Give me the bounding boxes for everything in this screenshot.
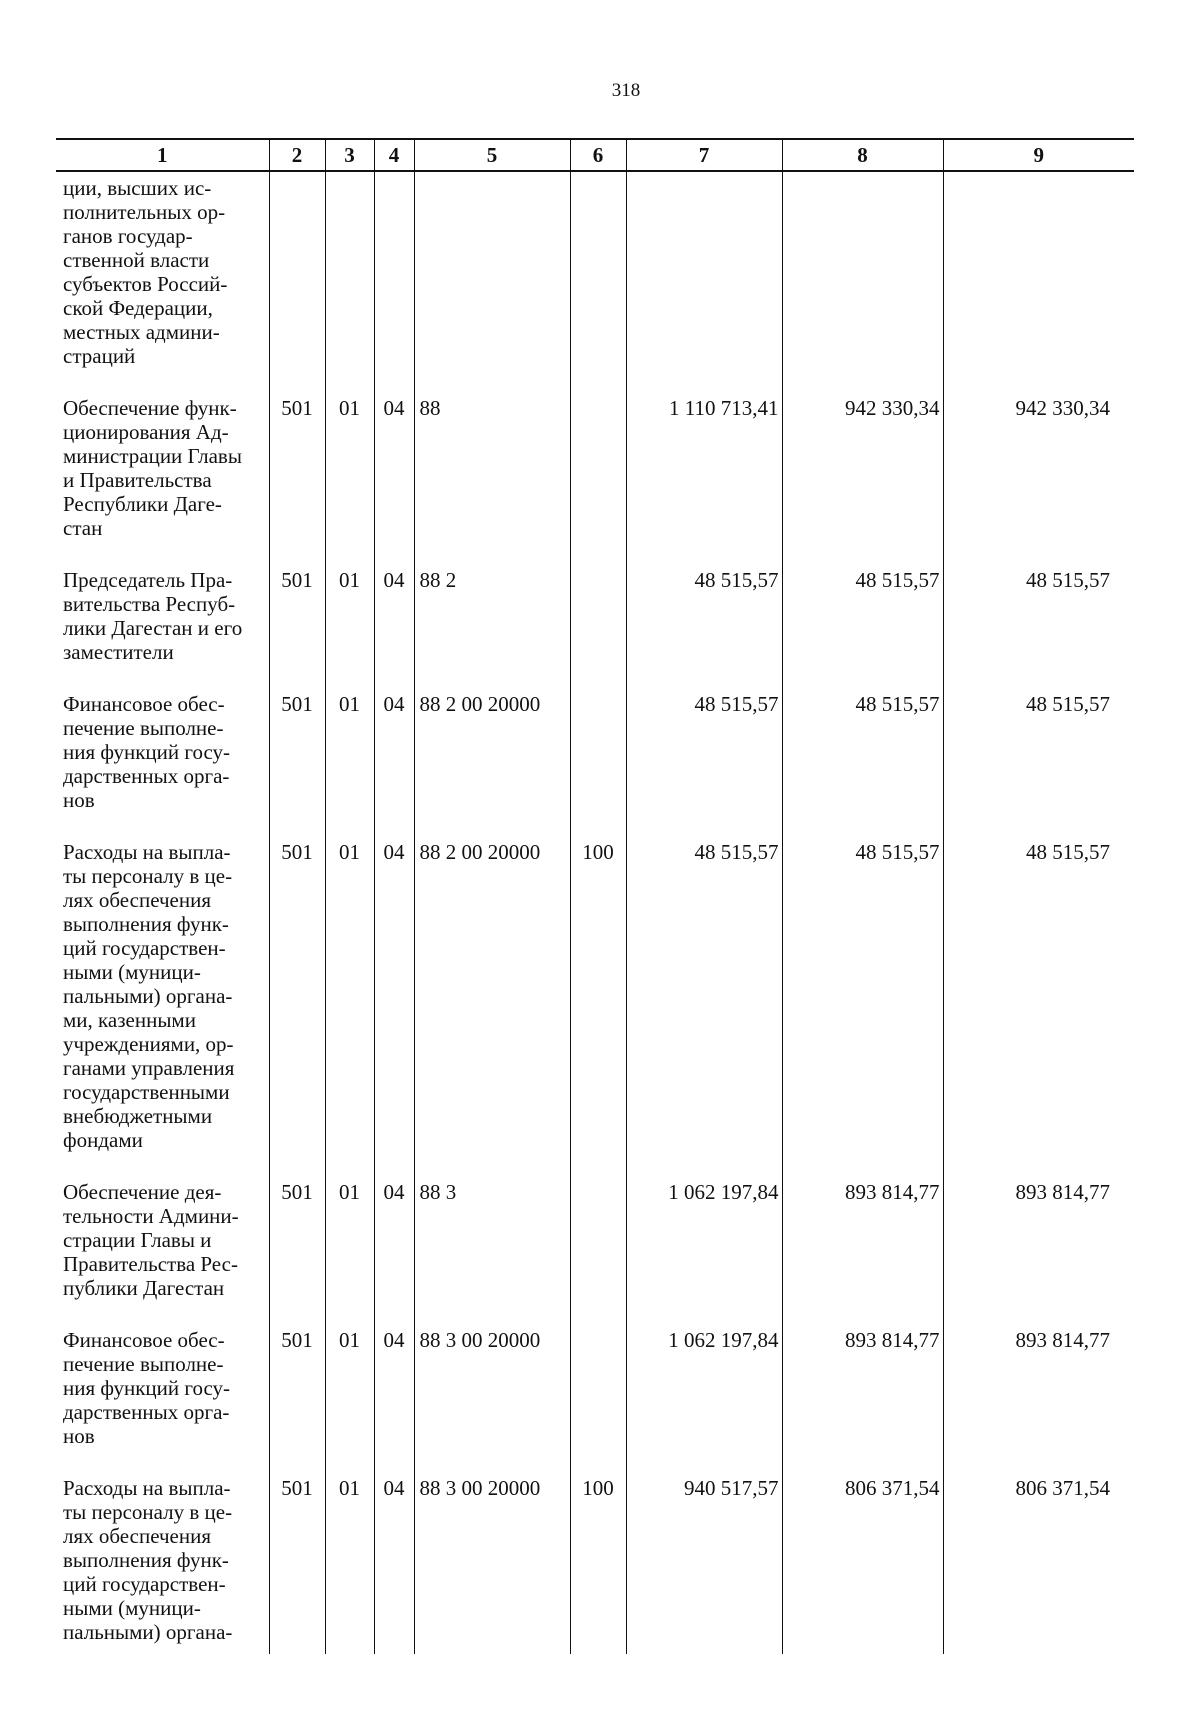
cell-col-2: 501 bbox=[269, 568, 325, 692]
column-header: 4 bbox=[374, 139, 414, 171]
cell-amount-9: 893 814,77 bbox=[943, 1328, 1134, 1476]
table-row bbox=[56, 1180, 1134, 1328]
cell-col-4: 04 bbox=[374, 840, 414, 1180]
cell-col-6 bbox=[570, 1328, 626, 1476]
cell-amount-8: 48 515,57 bbox=[782, 840, 943, 1180]
cell-name: Расходы на выпла- ты персоналу в це- лях обеспечения выполнения функ- ций государствен- ными (муници- пальными) органа- ми, казенными учреждениями, ор- ганами управления государственными внебюджетными фондами bbox=[56, 840, 269, 1180]
table-row bbox=[56, 171, 1134, 396]
cell-col-3: 01 bbox=[325, 568, 374, 692]
cell-col-5: 88 2 00 20000 bbox=[414, 840, 570, 1180]
cell-col-3: 01 bbox=[325, 692, 374, 840]
cell-amount-9: 893 814,77 bbox=[943, 1180, 1134, 1328]
cell-amount-8: 806 371,54 bbox=[782, 1476, 943, 1654]
page-number: 318 bbox=[611, 80, 641, 101]
cell-col-4 bbox=[374, 171, 414, 396]
column-header: 7 bbox=[626, 139, 782, 171]
cell-amount-7: 48 515,57 bbox=[626, 568, 782, 692]
table-row bbox=[56, 1328, 1134, 1476]
table-header-row bbox=[56, 139, 1134, 171]
cell-col-5 bbox=[414, 171, 570, 396]
cell-amount-8: 48 515,57 bbox=[782, 692, 943, 840]
cell-col-2: 501 bbox=[269, 692, 325, 840]
cell-amount-8 bbox=[782, 171, 943, 396]
cell-name: ции, высших ис- полнительных ор- ганов государ- ственной власти субъектов Россий- ской Федерации, местных админи- страций bbox=[56, 171, 269, 396]
cell-col-6 bbox=[570, 692, 626, 840]
cell-amount-7: 48 515,57 bbox=[626, 840, 782, 1180]
cell-amount-7: 940 517,57 bbox=[626, 1476, 782, 1654]
cell-col-5: 88 bbox=[414, 396, 570, 568]
cell-col-5: 88 3 bbox=[414, 1180, 570, 1328]
cell-name: Обеспечение дея- тельности Админи- страции Главы и Правительства Рес- публики Дагестан bbox=[56, 1180, 269, 1328]
budget-table bbox=[56, 138, 1134, 1654]
table-row bbox=[56, 840, 1134, 1180]
table-row bbox=[56, 396, 1134, 568]
cell-col-3: 01 bbox=[325, 396, 374, 568]
cell-col-2: 501 bbox=[269, 1328, 325, 1476]
cell-col-6: 100 bbox=[570, 1476, 626, 1654]
cell-col-2: 501 bbox=[269, 1476, 325, 1654]
cell-col-4: 04 bbox=[374, 1180, 414, 1328]
cell-col-4: 04 bbox=[374, 1328, 414, 1476]
column-header: 9 bbox=[943, 139, 1134, 171]
cell-col-3: 01 bbox=[325, 1180, 374, 1328]
cell-amount-9: 942 330,34 bbox=[943, 396, 1134, 568]
cell-amount-7 bbox=[626, 171, 782, 396]
column-header: 3 bbox=[325, 139, 374, 171]
table-row bbox=[56, 1476, 1134, 1654]
column-header: 5 bbox=[414, 139, 570, 171]
cell-col-2: 501 bbox=[269, 1180, 325, 1328]
cell-col-5: 88 2 00 20000 bbox=[414, 692, 570, 840]
cell-col-2: 501 bbox=[269, 396, 325, 568]
cell-amount-7: 1 062 197,84 bbox=[626, 1328, 782, 1476]
column-header: 8 bbox=[782, 139, 943, 171]
table-row bbox=[56, 568, 1134, 692]
cell-col-2 bbox=[269, 171, 325, 396]
cell-amount-7: 1 062 197,84 bbox=[626, 1180, 782, 1328]
cell-col-6 bbox=[570, 171, 626, 396]
column-header: 1 bbox=[56, 139, 269, 171]
cell-col-3: 01 bbox=[325, 1328, 374, 1476]
column-header: 6 bbox=[570, 139, 626, 171]
cell-col-3 bbox=[325, 171, 374, 396]
cell-amount-8: 893 814,77 bbox=[782, 1328, 943, 1476]
column-header: 2 bbox=[269, 139, 325, 171]
cell-col-4: 04 bbox=[374, 396, 414, 568]
cell-name: Финансовое обес- печение выполне- ния функций госу- дарственных орга- нов bbox=[56, 1328, 269, 1476]
cell-amount-9: 48 515,57 bbox=[943, 568, 1134, 692]
cell-col-5: 88 3 00 20000 bbox=[414, 1476, 570, 1654]
table-row bbox=[56, 692, 1134, 840]
cell-col-6 bbox=[570, 1180, 626, 1328]
cell-amount-7: 1 110 713,41 bbox=[626, 396, 782, 568]
cell-amount-8: 942 330,34 bbox=[782, 396, 943, 568]
cell-col-3: 01 bbox=[325, 840, 374, 1180]
cell-amount-7: 48 515,57 bbox=[626, 692, 782, 840]
cell-amount-8: 893 814,77 bbox=[782, 1180, 943, 1328]
cell-col-3: 01 bbox=[325, 1476, 374, 1654]
cell-amount-9: 806 371,54 bbox=[943, 1476, 1134, 1654]
cell-amount-9: 48 515,57 bbox=[943, 840, 1134, 1180]
cell-col-4: 04 bbox=[374, 1476, 414, 1654]
cell-name: Председатель Пра- вительства Респуб- лики Дагестан и его заместители bbox=[56, 568, 269, 692]
cell-col-5: 88 2 bbox=[414, 568, 570, 692]
cell-col-2: 501 bbox=[269, 840, 325, 1180]
cell-col-6: 100 bbox=[570, 840, 626, 1180]
cell-col-4: 04 bbox=[374, 692, 414, 840]
cell-col-5: 88 3 00 20000 bbox=[414, 1328, 570, 1476]
cell-name: Финансовое обес- печение выполне- ния функций госу- дарственных орга- нов bbox=[56, 692, 269, 840]
cell-amount-9: 48 515,57 bbox=[943, 692, 1134, 840]
cell-col-6 bbox=[570, 568, 626, 692]
table-body bbox=[56, 171, 1134, 1654]
cell-name: Расходы на выпла- ты персоналу в це- лях обеспечения выполнения функ- ций государствен- ными (муници- пальными) органа- bbox=[56, 1476, 269, 1654]
cell-col-4: 04 bbox=[374, 568, 414, 692]
cell-col-6 bbox=[570, 396, 626, 568]
cell-amount-9 bbox=[943, 171, 1134, 396]
cell-amount-8: 48 515,57 bbox=[782, 568, 943, 692]
cell-name: Обеспечение функ- ционирования Ад- министрации Главы и Правительства Республики Даге- стан bbox=[56, 396, 269, 568]
